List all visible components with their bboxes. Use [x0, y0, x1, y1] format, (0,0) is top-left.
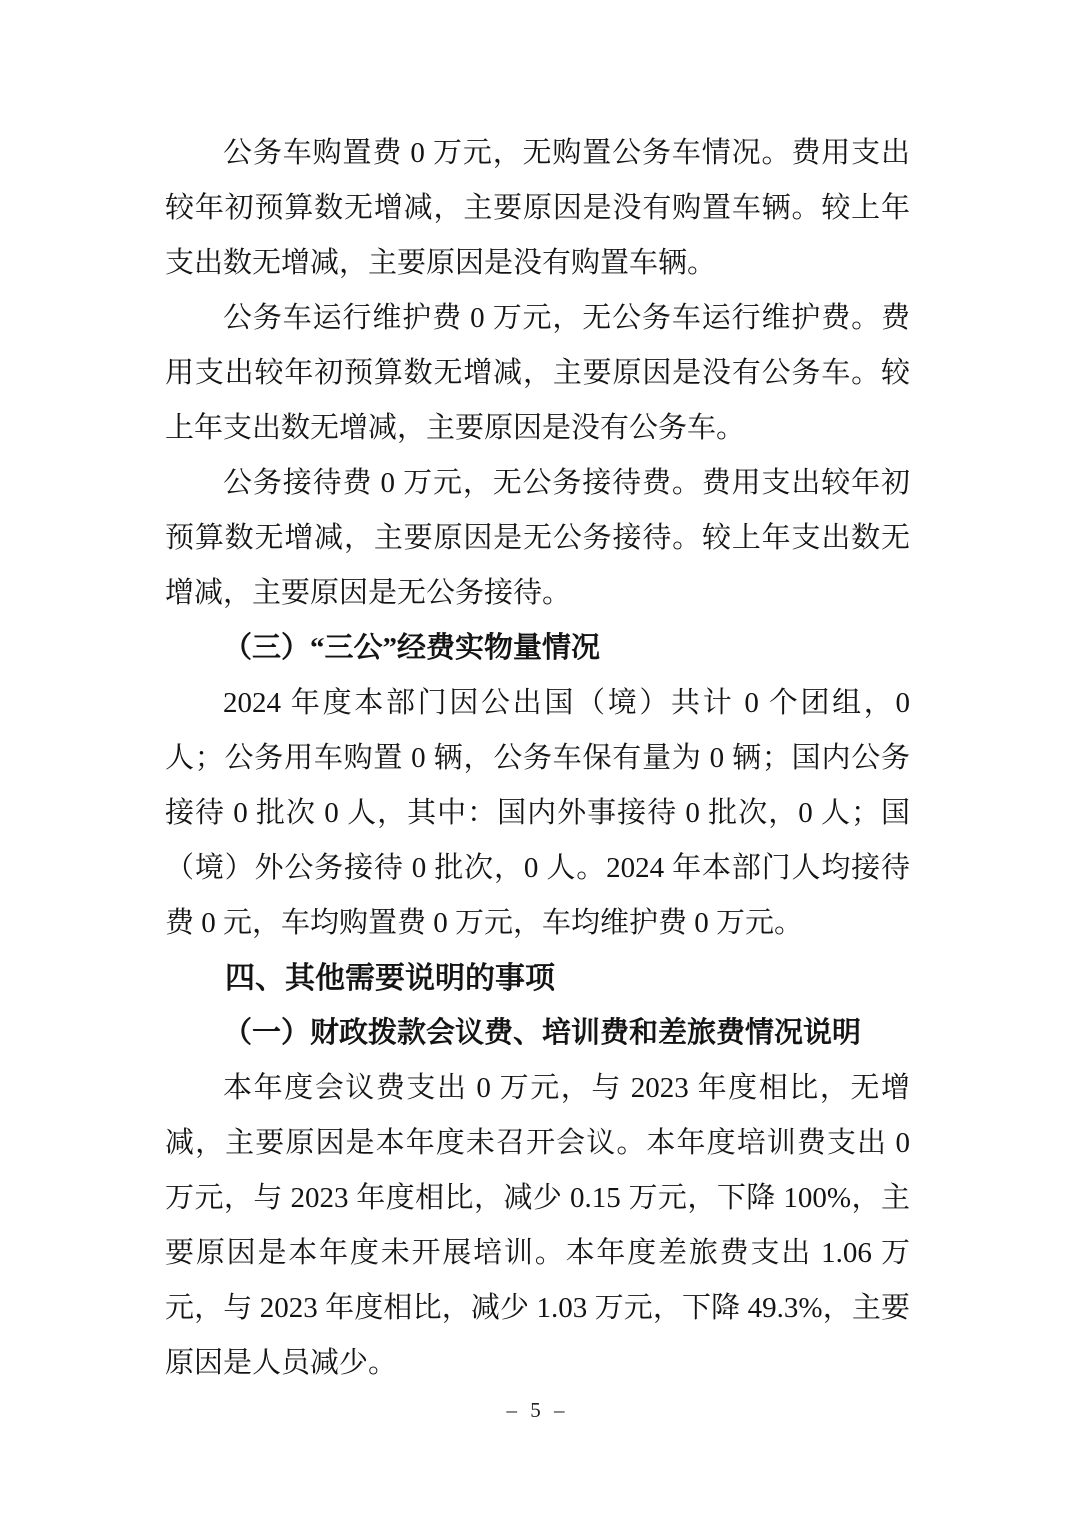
paragraph-meeting-training-travel-details: 本年度会议费支出 0 万元，与 2023 年度相比，无增减，主要原因是本年度未召开会议。本年度培训费支出 0 万元，与 2023 年度相比，减少 0.15 万元，下降 100%，主要原因是本年度未开展培训。本年度差旅费支出 1.06 万元，与 2023 年度相比，减少 1.03 万元，下降 49.3%，主要原因是人员减少。 [165, 1072, 910, 1379]
heading-other-matters: 四、其他需要说明的事项 [225, 962, 555, 995]
page-footer [165, 1397, 910, 1423]
paragraph-physical-quantity-details: 2024 年度本部门因公出国（境）共计 0 个团组，0 人；公务用车购置 0 辆，公务车保有量为 0 辆；国内公务接待 0 批次 0 人，其中：国内外事接待 0 批次，0 人；国（境）外公务接待 0 批次，0 人。2024 年本部门人均接待费 0 元，车均购置费 0 万元，车均维护费 0 万元。 [165, 687, 910, 939]
heading-meeting-training-travel-fees: （一）财政拨款会议费、培训费和差旅费情况说明 [223, 1017, 862, 1049]
paragraph-car-operation-maintenance-fee: 公务车运行维护费 0 万元，无公务车运行维护费。费用支出较年初预算数无增减，主要原因是没有公务车。较上年支出数无增减，主要原因是没有公务车。 [165, 302, 910, 444]
page-number: – 5 – [506, 1398, 569, 1422]
heading-three-public-expenses-physical-quantity: （三）“三公”经费实物量情况 [223, 632, 601, 664]
paragraph-official-reception-fee: 公务接待费 0 万元，无公务接待费。费用支出较年初预算数无增减，主要原因是无公务接待。较上年支出数无增减，主要原因是无公务接待。 [165, 467, 910, 609]
paragraph-car-purchase-fee: 公务车购置费 0 万元，无购置公务车情况。费用支出较年初预算数无增减，主要原因是没有购置车辆。较上年支出数无增减，主要原因是没有购置车辆。 [165, 137, 910, 279]
